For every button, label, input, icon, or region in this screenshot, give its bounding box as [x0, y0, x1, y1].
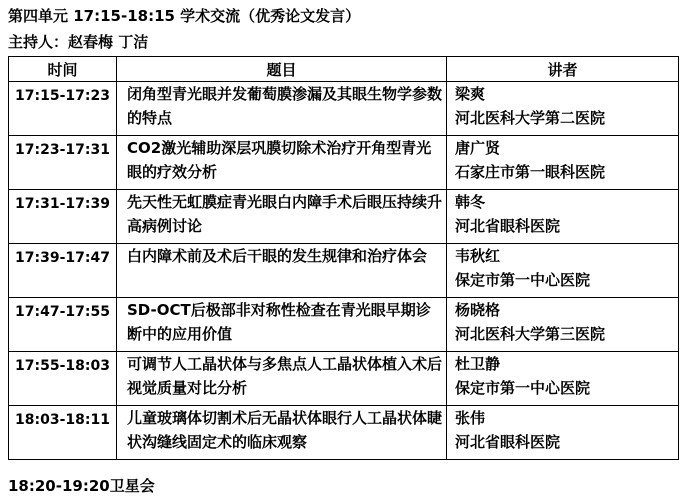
row-topic: 先天性无虹膜症青光眼白内障手术后眼压持续升高病例讨论: [117, 190, 447, 244]
row-time: 17:47-17:55: [9, 298, 117, 352]
speaker-name: 韩冬: [455, 193, 486, 211]
speaker-hospital: 保定市第一中心医院: [455, 379, 591, 397]
satellite-meeting-line: 18:20-19:20卫星会: [8, 477, 155, 495]
row-speaker-cell: [447, 82, 679, 136]
table-row: [9, 136, 679, 190]
speaker-hospital: 石家庄市第一眼科医院: [455, 163, 606, 181]
row-topic: SD-OCT后极部非对称性检查在青光眼早期诊断中的应用价值: [117, 298, 447, 352]
row-time: 17:23-17:31: [9, 136, 117, 190]
table-row: [9, 298, 679, 352]
speaker-name: 梁爽: [455, 85, 486, 103]
row-topic: 白内障术前及术后干眼的发生规律和治疗体会: [117, 244, 447, 298]
table-row: [9, 190, 679, 244]
row-topic: 可调节人工晶状体与多焦点人工晶状体植入术后视觉质量对比分析: [117, 352, 447, 406]
table-row: [9, 406, 679, 460]
row-topic: CO2激光辅助深层巩膜切除术治疗开角型青光眼的疗效分析: [117, 136, 447, 190]
table-row: [9, 244, 679, 298]
row-topic: 儿童玻璃体切割术后无晶状体眼行人工晶状体睫状沟缝线固定术的临床观察: [117, 406, 447, 460]
table-row: [9, 82, 679, 136]
header-topic: 题目: [117, 57, 447, 82]
speaker-name: 韦秋红: [455, 247, 501, 265]
row-speaker-cell: [447, 190, 679, 244]
row-speaker-cell: [447, 298, 679, 352]
row-time: 17:39-17:47: [9, 244, 117, 298]
row-time: 17:31-17:39: [9, 190, 117, 244]
speaker-name: 杜卫静: [455, 355, 501, 373]
speaker-hospital: 河北省眼科医院: [455, 217, 561, 235]
row-speaker-cell: [447, 352, 679, 406]
row-time: 17:55-18:03: [9, 352, 117, 406]
table-header-row: [9, 57, 679, 82]
speaker-hospital: 河北医科大学第二医院: [455, 109, 606, 127]
header-time: 时间: [9, 57, 117, 82]
speaker-name: 唐广贤: [455, 139, 501, 157]
row-speaker-cell: [447, 136, 679, 190]
row-time: 18:03-18:11: [9, 406, 117, 460]
row-speaker-cell: [447, 244, 679, 298]
table-row: [9, 352, 679, 406]
speaker-name: 张伟: [455, 409, 486, 427]
session-title: 第四单元 17:15-18:15 学术交流（优秀论文发言）: [8, 7, 361, 25]
session-host: 主持人：赵春梅 丁洁: [8, 33, 149, 51]
speaker-name: 杨晓格: [455, 301, 501, 319]
speaker-hospital: 保定市第一中心医院: [455, 271, 591, 289]
schedule-table: [8, 56, 679, 460]
row-speaker-cell: [447, 406, 679, 460]
speaker-hospital: 河北省眼科医院: [455, 433, 561, 451]
header-speaker: 讲者: [447, 57, 679, 82]
row-time: 17:15-17:23: [9, 82, 117, 136]
speaker-hospital: 河北医科大学第三医院: [455, 325, 606, 343]
row-topic: 闭角型青光眼并发葡萄膜渗漏及其眼生物学参数的特点: [117, 82, 447, 136]
